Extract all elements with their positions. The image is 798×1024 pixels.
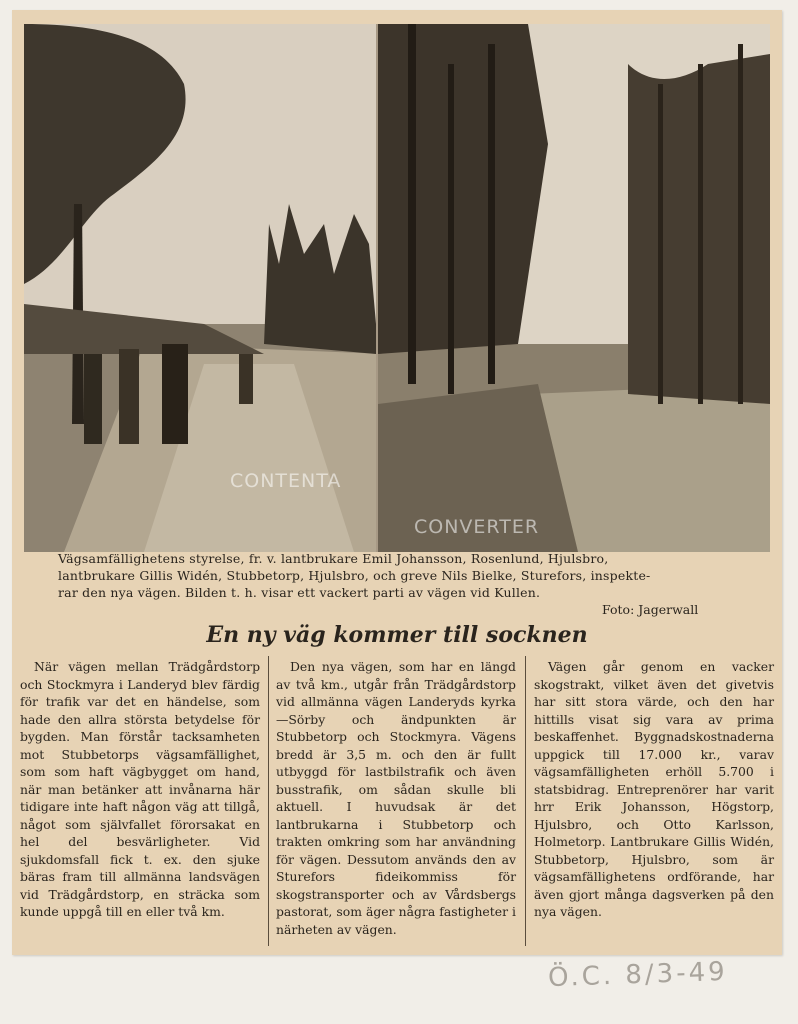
column-text: Den nya vägen, som har en längd av två km., utgår från Trädgårdstorp vid allmänna vägen Landeryds kyrka—Sörby och ändpunkten är Stubbetorp och Stockmyra. Vägens bredd är 3,5 m. och den är fullt utbyggd för lastbilstrafik och även busstrafik, om sådan skulle bli aktuell. I huvudsak är det lantbrukarna i Stubbetorp och trakten omkring som har användning för vägen. Dessutom används den av Sturefors fideikommiss för skogstransporter och av Vårdsbergs pastorat, som äger några fastigheter i närheten av vägen. <box>276 659 516 937</box>
column-text: Vägen går genom en vacker skogstrakt, vilket även det givetvis har sitt stora värde, och den har hittills visat sig vara av prima beskaffenhet. Byggnadskostnaderna uppgick till 17.000 kr., varav vägsamfälligheten erhöll 5.700 i statsbidrag. Entreprenörer har varit hrr Erik Johansson, Högstorp, Hjulsbro, och Otto Karlsson, Holmetorp. Lantbrukare Gillis Widén, Stubbetorp, Hjulsbro, som är vägsamfällighetens ordförande, har även gjort många dagsverken på den nya vägen. <box>534 659 774 919</box>
article-column-1 <box>20 658 260 921</box>
photo-credit: Foto: Jagerwall <box>602 602 699 617</box>
newspaper-clipping <box>12 10 782 955</box>
watermark-converter: CONVERTER <box>414 516 540 538</box>
article-column-2 <box>276 658 516 938</box>
column-rule <box>525 656 526 946</box>
watermark-contenta: CONTENTA <box>230 470 342 492</box>
article-column-3 <box>534 658 774 921</box>
article-headline: En ny väg kommer till socknen <box>206 622 588 648</box>
caption-line: lantbrukare Gillis Widén, Stubbetorp, Hjulsbro, och greve Nils Bielke, Sturefors, inspekte- <box>58 568 651 583</box>
caption-line: rar den nya vägen. Bilden t. h. visar ett vackert parti av vägen vid Kullen. <box>58 585 541 600</box>
handwritten-note: Ö.C. 8/3-49 <box>547 956 729 994</box>
caption-line: Vägsamfällighetens styrelse, fr. v. lantbrukare Emil Johansson, Rosenlund, Hjulsbro, <box>58 551 609 566</box>
photo-caption <box>58 550 748 601</box>
column-rule <box>268 656 269 946</box>
photo-road-kullen <box>378 24 770 552</box>
column-text: När vägen mellan Trädgårdstorp och Stockmyra i Landeryd blev färdig för trafik var det en händelse, som hade den allra största betydelse för bygden. Man förstår tacksamheten mot Stubbetorps vägsamfällighet, som som haft vägbygget om hand, när man betänker att invånarna här tidigare inte haft någon väg att tillgå, något som självfallet förorsakat en hel del besvärligheter. Vid sjukdomsfall fick t. ex. den sjuke bäras fram till allmänna landsvägen vid Trädgårdstorp, en sträcka som kunde uppgå till en eller två km. <box>20 659 260 919</box>
